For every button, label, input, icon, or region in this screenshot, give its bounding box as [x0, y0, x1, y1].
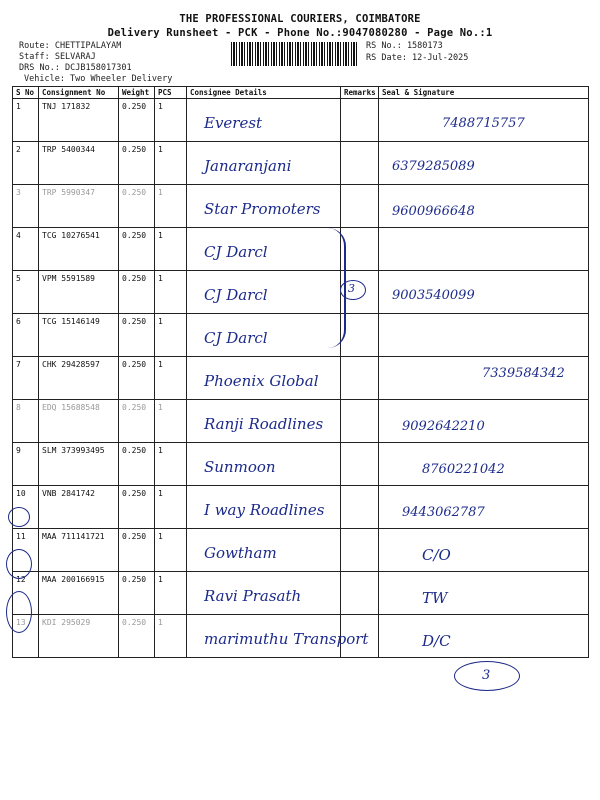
row-circle-mark — [8, 507, 30, 527]
row-sno: 9 — [13, 443, 39, 486]
row-weight: 0.250 — [119, 271, 155, 314]
barcode — [231, 42, 358, 66]
row-sno: 13 — [13, 615, 39, 658]
row-remarks — [341, 400, 379, 443]
row-remarks — [341, 572, 379, 615]
row-sno: 7 — [13, 357, 39, 400]
table-row — [13, 443, 589, 486]
table-row — [13, 615, 589, 658]
row-consignee — [187, 99, 341, 142]
consignee-handwriting: Ravi Prasath — [204, 587, 302, 605]
row-pcs: 1 — [155, 314, 187, 357]
table-header-row — [13, 87, 589, 99]
signature-handwriting: C/O — [422, 546, 451, 564]
row-sno: 8 — [13, 400, 39, 443]
signature-handwriting: 9092642210 — [402, 419, 485, 434]
row-signature — [379, 271, 589, 314]
row-sno: 11 — [13, 529, 39, 572]
row-signature — [379, 99, 589, 142]
company-title: THE PROFESSIONAL COURIERS, COIMBATORE — [179, 13, 421, 25]
row-consignee — [187, 185, 341, 228]
table-row — [13, 185, 589, 228]
rs-number: RS No.: 1580173 — [366, 41, 443, 51]
row-remarks — [341, 228, 379, 271]
group-count-number: 3 — [348, 282, 355, 295]
row-consignee — [187, 271, 341, 314]
row-consignment-no: CHK 29428597 — [39, 357, 119, 400]
consignee-handwriting: marimuthu Transport — [204, 630, 369, 648]
row-circle-mark — [6, 591, 32, 633]
row-sno: 1 — [13, 99, 39, 142]
row-pcs: 1 — [155, 142, 187, 185]
runsheet-table — [12, 86, 589, 658]
consignee-handwriting: Ranji Roadlines — [204, 415, 324, 433]
row-remarks — [341, 99, 379, 142]
consignee-handwriting: Gowtham — [204, 544, 277, 562]
row-weight: 0.250 — [119, 443, 155, 486]
table-row — [13, 357, 589, 400]
row-consignment-no: TCG 15146149 — [39, 314, 119, 357]
row-pcs: 1 — [155, 529, 187, 572]
row-consignment-no: MAA 200166915 — [39, 572, 119, 615]
row-pcs: 1 — [155, 443, 187, 486]
row-weight: 0.250 — [119, 357, 155, 400]
row-remarks — [341, 185, 379, 228]
signature-handwriting: 9003540099 — [392, 288, 475, 303]
row-weight: 0.250 — [119, 486, 155, 529]
row-remarks — [341, 357, 379, 400]
row-pcs: 1 — [155, 185, 187, 228]
drs-label: DRS No.: DCJB158017301 — [19, 63, 132, 73]
row-pcs: 1 — [155, 271, 187, 314]
row-signature — [379, 185, 589, 228]
col-sno: S No — [13, 87, 39, 99]
table-row — [13, 486, 589, 529]
row-weight: 0.250 — [119, 572, 155, 615]
signature-handwriting: 7339584342 — [482, 366, 565, 381]
row-consignee — [187, 443, 341, 486]
consignee-handwriting: Everest — [204, 114, 263, 132]
row-pcs: 1 — [155, 400, 187, 443]
row-pcs: 1 — [155, 615, 187, 658]
signature-handwriting: 8760221042 — [422, 462, 505, 477]
table-row — [13, 572, 589, 615]
consignee-handwriting: CJ Darcl — [204, 329, 268, 347]
row-pcs: 1 — [155, 357, 187, 400]
row-signature — [379, 314, 589, 357]
row-weight: 0.250 — [119, 185, 155, 228]
row-weight: 0.250 — [119, 314, 155, 357]
runsheet-subtitle: Delivery Runsheet - PCK - Phone No.:9047080280 - Page No.:1 — [107, 27, 493, 39]
col-pcs: PCS — [155, 87, 187, 99]
rs-date: RS Date: 12-Jul-2025 — [366, 53, 469, 63]
row-sno: 2 — [13, 142, 39, 185]
row-weight: 0.250 — [119, 400, 155, 443]
row-consignment-no: MAA 711141721 — [39, 529, 119, 572]
signature-handwriting: 7488715757 — [442, 116, 525, 131]
row-consignee — [187, 615, 369, 658]
row-remarks — [341, 142, 379, 185]
table-row — [13, 142, 589, 185]
row-consignee — [187, 314, 341, 357]
table-row — [13, 271, 589, 314]
signature-handwriting: TW — [422, 589, 448, 607]
row-weight: 0.250 — [119, 228, 155, 271]
signature-handwriting: 6379285089 — [392, 159, 475, 174]
consignee-handwriting: Sunmoon — [204, 458, 276, 476]
row-signature — [379, 443, 589, 486]
row-weight: 0.250 — [119, 99, 155, 142]
route-label: Route: CHETTIPALAYAM — [19, 41, 122, 51]
row-consignment-no: KDI 295029 — [39, 615, 119, 658]
row-remarks — [341, 529, 379, 572]
row-consignment-no: TNJ 171832 — [39, 99, 119, 142]
row-signature — [379, 357, 589, 400]
row-consignee — [187, 572, 341, 615]
row-consignee — [187, 529, 341, 572]
row-sno: 3 — [13, 185, 39, 228]
row-signature — [379, 529, 589, 572]
consignee-handwriting: Phoenix Global — [204, 372, 319, 390]
staff-label: Staff: SELVARAJ — [19, 52, 96, 62]
row-signature — [379, 228, 589, 271]
table-row — [13, 400, 589, 443]
row-circle-mark — [6, 549, 32, 579]
signature-handwriting: 9443062787 — [402, 505, 485, 520]
row-pcs: 1 — [155, 486, 187, 529]
row-sno: 4 — [13, 228, 39, 271]
col-weight: Weight — [119, 87, 155, 99]
row-weight: 0.250 — [119, 615, 155, 658]
table-row — [13, 99, 589, 142]
row-signature — [379, 142, 589, 185]
consignee-handwriting: CJ Darcl — [204, 243, 268, 261]
row-consignment-no: VPM 5591589 — [39, 271, 119, 314]
row-sno: 6 — [13, 314, 39, 357]
row-consignee — [187, 486, 341, 529]
row-signature — [379, 486, 589, 529]
row-weight: 0.250 — [119, 529, 155, 572]
row-signature — [379, 615, 589, 658]
row-pcs: 1 — [155, 572, 187, 615]
row-pcs: 1 — [155, 228, 187, 271]
row-consignment-no: TRP 5990347 — [39, 185, 119, 228]
row-consignee — [187, 142, 341, 185]
row-consignment-no: VNB 2841742 — [39, 486, 119, 529]
row-pcs: 1 — [155, 99, 187, 142]
page-count-number: 3 — [482, 668, 491, 683]
row-signature — [379, 572, 589, 615]
row-consignment-no: EDQ 15688548 — [39, 400, 119, 443]
row-remarks — [341, 314, 379, 357]
row-remarks — [341, 486, 379, 529]
row-remarks — [341, 443, 379, 486]
vehicle-label: Vehicle: Two Wheeler Delivery — [24, 74, 173, 84]
col-consignee: Consignee Details — [187, 87, 341, 99]
row-signature — [379, 400, 589, 443]
col-signature: Seal & Signature — [379, 87, 589, 99]
signature-handwriting: 9600966648 — [392, 204, 475, 219]
table-row — [13, 314, 589, 357]
table-row — [13, 529, 589, 572]
row-consignment-no: TRP 5400344 — [39, 142, 119, 185]
row-sno: 10 — [13, 486, 39, 529]
col-consignment: Consignment No — [39, 87, 119, 99]
row-sno: 12 — [13, 572, 39, 615]
row-consignee — [187, 400, 341, 443]
row-consignee — [187, 357, 341, 400]
consignee-handwriting: Star Promoters — [204, 200, 321, 218]
consignee-handwriting: I way Roadlines — [204, 501, 325, 519]
col-remarks: Remarks — [341, 87, 379, 99]
row-consignment-no: SLM 373993495 — [39, 443, 119, 486]
row-consignment-no: TCG 10276541 — [39, 228, 119, 271]
consignee-handwriting: Janaranjani — [204, 157, 292, 175]
row-weight: 0.250 — [119, 142, 155, 185]
row-consignee — [187, 228, 341, 271]
table-row — [13, 228, 589, 271]
signature-handwriting: D/C — [422, 632, 451, 650]
consignee-handwriting: CJ Darcl — [204, 286, 268, 304]
row-sno: 5 — [13, 271, 39, 314]
